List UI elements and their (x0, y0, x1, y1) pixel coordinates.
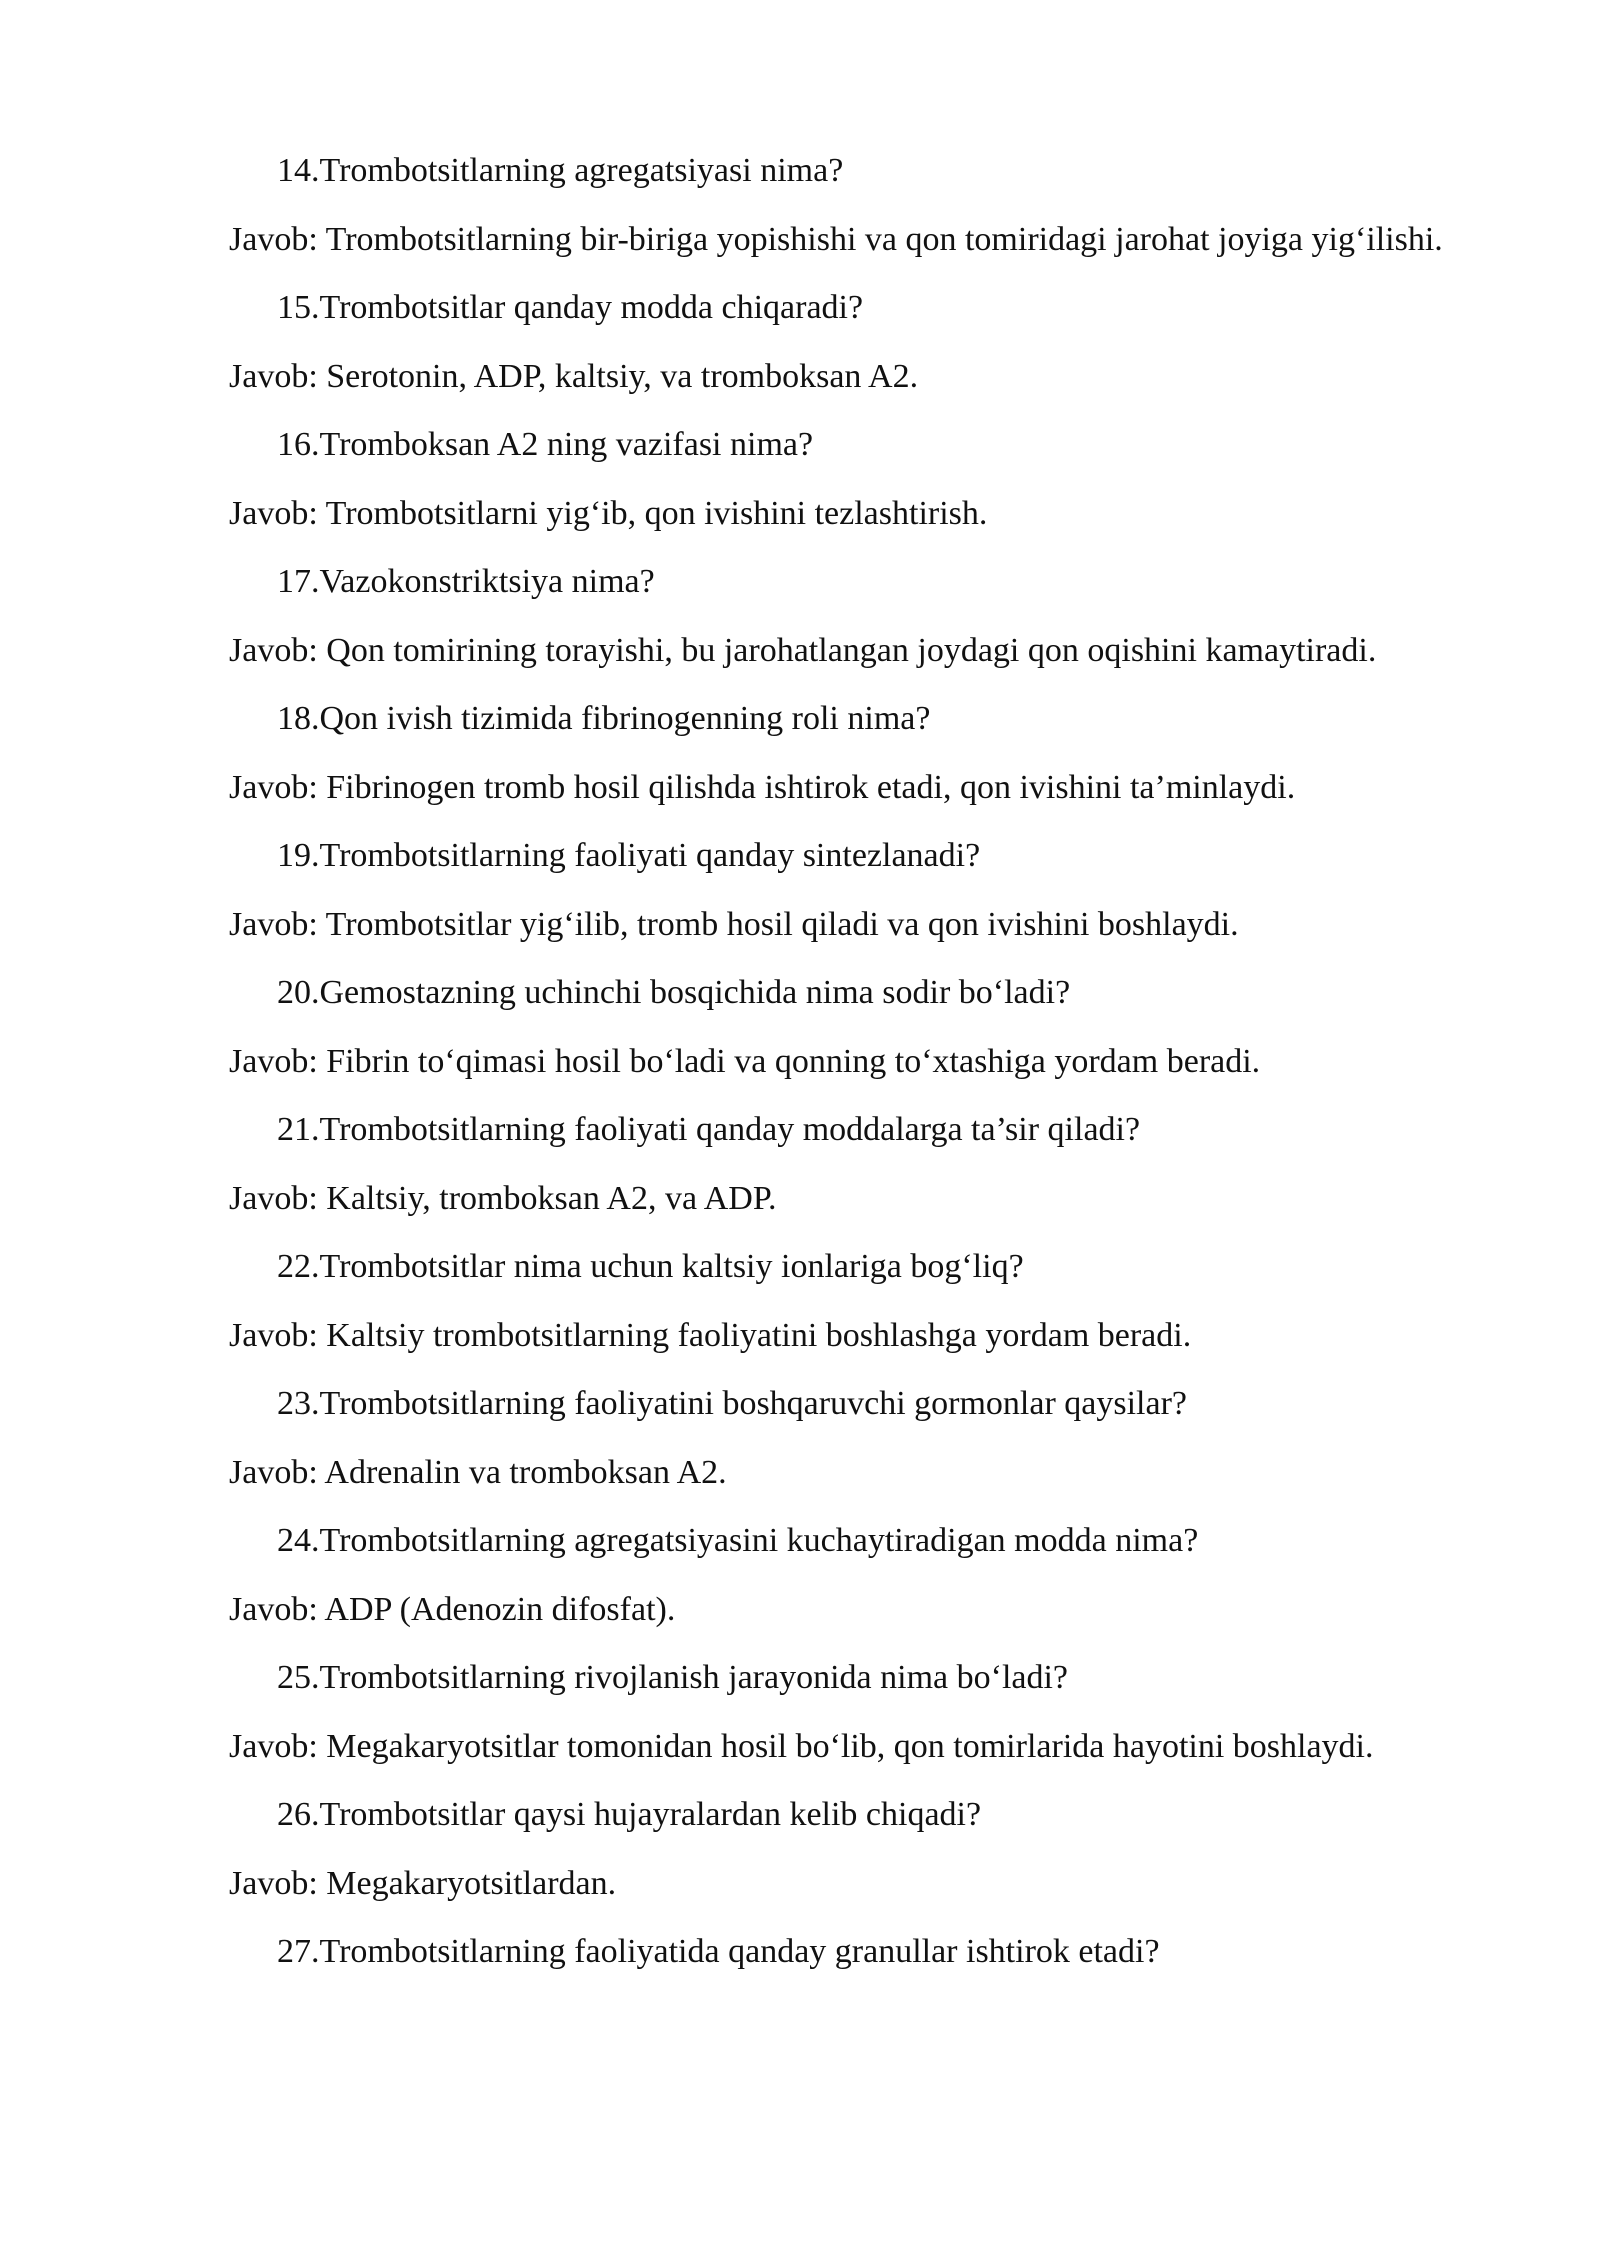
qa-item-27 (229, 1929, 1429, 1975)
qa-item-26 (229, 1792, 1429, 1907)
question-text: Trombotsitlarning agregatsiyasini kuchaytiradigan modda nima? (319, 1522, 1199, 1559)
question-number: 19. (277, 837, 320, 874)
qa-item-22 (229, 1244, 1429, 1359)
question-text: Trombotsitlarning faoliyati qanday moddalarga ta’sir qiladi? (319, 1111, 1141, 1148)
question (277, 970, 1429, 1016)
qa-item-25 (229, 1655, 1429, 1770)
answer: Javob: Fibrinogen tromb hosil qilishda ishtirok etadi, qon ivishini ta’minlaydi. (229, 769, 1296, 806)
question (277, 833, 1429, 879)
question (277, 1381, 1429, 1427)
document-page (229, 148, 1443, 1997)
question (277, 1518, 1429, 1564)
qa-item-17 (229, 559, 1429, 674)
question (277, 1107, 1429, 1153)
question-text: Trombotsitlarning faoliyati qanday sintezlanadi? (319, 837, 981, 874)
question-number: 25. (277, 1659, 320, 1696)
question-text: Qon ivish tizimida fibrinogenning roli nima? (319, 700, 931, 737)
question-text: Trombotsitlar nima uchun kaltsiy ionlariga bog‘liq? (319, 1248, 1024, 1285)
qa-item-14 (229, 148, 1443, 263)
question-text: Trombotsitlar qaysi hujayralardan kelib chiqadi? (319, 1796, 982, 1833)
answer: Javob: Qon tomirining torayishi, bu jarohatlangan joydagi qon oqishini kamaytiradi. (229, 632, 1377, 669)
question-text: Trombotsitlar qanday modda chiqaradi? (319, 289, 864, 326)
qa-item-20 (229, 970, 1429, 1085)
question-text: Tromboksan A2 ning vazifasi nima? (319, 426, 814, 463)
question-text: Vazokonstriktsiya nima? (319, 563, 655, 600)
question (277, 285, 1429, 331)
question-number: 20. (277, 974, 320, 1011)
question-number: 24. (277, 1522, 320, 1559)
question-number: 15. (277, 289, 320, 326)
question-number: 16. (277, 426, 320, 463)
question-number: 21. (277, 1111, 320, 1148)
answer: Javob: Adrenalin va tromboksan A2. (229, 1454, 727, 1491)
qa-item-24 (229, 1518, 1429, 1633)
question (277, 148, 1429, 194)
answer: Javob: Megakaryotsitlar tomonidan hosil bo‘lib, qon tomirlarida hayotini boshlaydi. (229, 1728, 1374, 1765)
question (277, 1792, 1429, 1838)
question-number: 23. (277, 1385, 320, 1422)
answer: Javob: Megakaryotsitlardan. (229, 1865, 617, 1902)
question-number: 17. (277, 563, 320, 600)
question (277, 1244, 1429, 1290)
answer: Javob: Trombotsitlarning bir-biriga yopishishi va qon tomiridagi jarohat joyiga yig‘ilishi. (229, 221, 1443, 258)
question-number: 22. (277, 1248, 320, 1285)
answer: Javob: Kaltsiy, tromboksan A2, va ADP. (229, 1180, 777, 1217)
question-text: Trombotsitlarning rivojlanish jarayonida nima bo‘ladi? (319, 1659, 1069, 1696)
question-number: 27. (277, 1933, 320, 1970)
question-number: 14. (277, 152, 320, 189)
qa-item-19 (229, 833, 1429, 948)
answer: Javob: Trombotsitlarni yig‘ib, qon ivishini tezlashtirish. (229, 495, 988, 532)
question-text: Trombotsitlarning agregatsiyasi nima? (319, 152, 844, 189)
question-number: 26. (277, 1796, 320, 1833)
question (277, 696, 1429, 742)
qa-item-18 (229, 696, 1429, 811)
qa-item-15 (229, 285, 1429, 400)
question (277, 1929, 1429, 1975)
answer: Javob: Trombotsitlar yig‘ilib, tromb hosil qiladi va qon ivishini boshlaydi. (229, 906, 1239, 943)
question-number: 18. (277, 700, 320, 737)
answer: Javob: Kaltsiy trombotsitlarning faoliyatini boshlashga yordam beradi. (229, 1317, 1192, 1354)
answer: Javob: Serotonin, ADP, kaltsiy, va tromboksan A2. (229, 358, 919, 395)
qa-item-23 (229, 1381, 1429, 1496)
question-text: Trombotsitlarning faoliyatida qanday granullar ishtirok etadi? (319, 1933, 1160, 1970)
question-text: Trombotsitlarning faoliyatini boshqaruvchi gormonlar qaysilar? (319, 1385, 1187, 1422)
answer: Javob: ADP (Adenozin difosfat). (229, 1591, 676, 1628)
answer: Javob: Fibrin to‘qimasi hosil bo‘ladi va qonning to‘xtashiga yordam beradi. (229, 1043, 1261, 1080)
question (277, 422, 1429, 468)
question-text: Gemostazning uchinchi bosqichida nima sodir bo‘ladi? (319, 974, 1071, 1011)
qa-item-16 (229, 422, 1429, 537)
question (277, 1655, 1429, 1701)
question (277, 559, 1429, 605)
qa-item-21 (229, 1107, 1429, 1222)
